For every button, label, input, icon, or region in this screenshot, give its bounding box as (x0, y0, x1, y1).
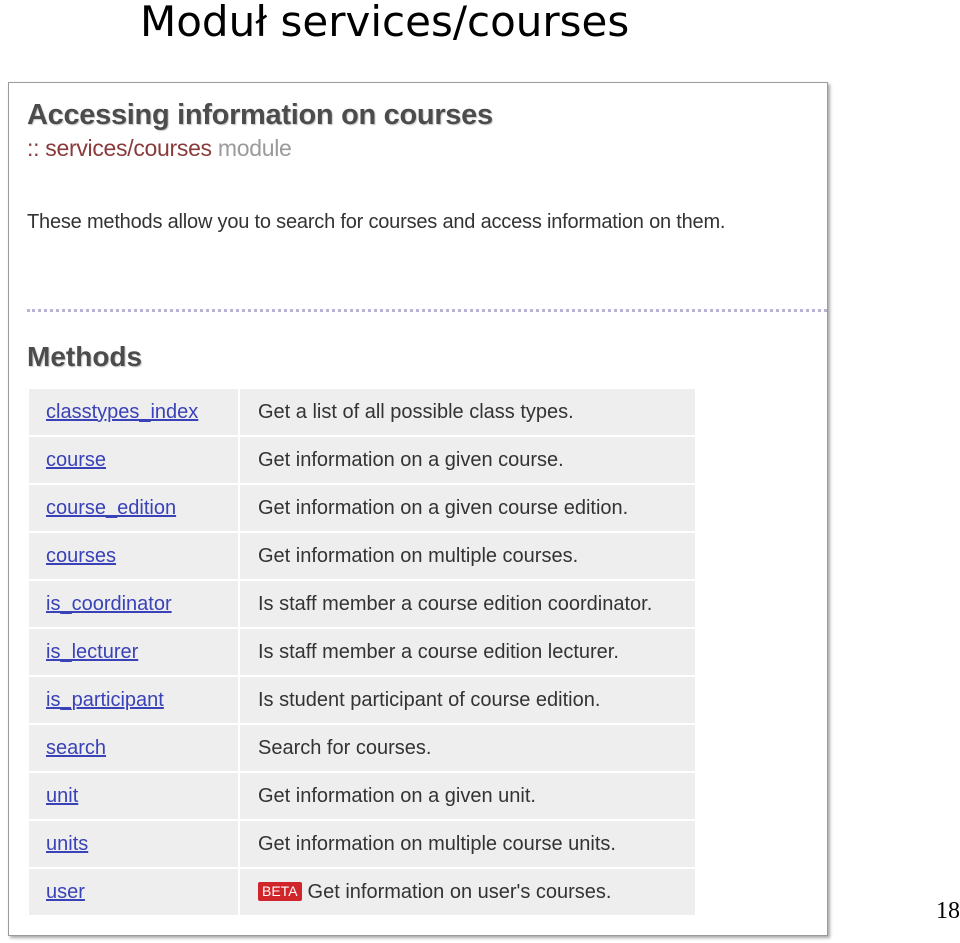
method-description: Get information on a given course edition. (258, 496, 629, 519)
method-link-search[interactable]: search (46, 736, 107, 759)
method-description-cell (239, 820, 695, 868)
section-divider (27, 309, 827, 312)
method-description-cell (239, 724, 695, 772)
page-heading: Accessing information on courses (27, 99, 493, 131)
method-name-cell (29, 580, 239, 628)
method-name-cell (29, 389, 239, 436)
module-word: module (217, 135, 292, 161)
method-name-cell (29, 676, 239, 724)
method-row (29, 532, 695, 580)
method-description: Is student participant of course edition. (258, 688, 601, 711)
api-docs-screenshot (8, 82, 828, 936)
method-name-cell (29, 868, 239, 916)
method-name-cell (29, 772, 239, 820)
method-description: Get information on user's courses. (307, 880, 612, 903)
method-description-cell (239, 484, 695, 532)
method-description: Get information on multiple courses. (258, 544, 579, 567)
method-description-cell (239, 389, 695, 436)
module-subtitle (27, 135, 292, 162)
method-row (29, 389, 695, 436)
method-description-cell (239, 628, 695, 676)
method-name-cell (29, 820, 239, 868)
method-description: Is staff member a course edition coordinator. (258, 592, 653, 615)
methods-table-body (29, 389, 695, 916)
method-description: Get information on a given course. (258, 448, 564, 471)
method-description: Get information on a given unit. (258, 784, 536, 807)
method-name-cell (29, 484, 239, 532)
method-row (29, 772, 695, 820)
page-number: 18 (936, 898, 960, 924)
method-link-user[interactable]: user (46, 880, 85, 903)
method-description-cell (239, 868, 695, 916)
method-row (29, 436, 695, 484)
method-name-cell (29, 628, 239, 676)
beta-badge: BETA (258, 882, 302, 901)
method-link-is-participant[interactable]: is_participant (46, 688, 164, 711)
module-path: services/courses (45, 135, 212, 161)
methods-table (29, 389, 695, 917)
method-row (29, 820, 695, 868)
slide-title: Moduł services/courses (140, 0, 630, 46)
method-row (29, 868, 695, 916)
method-name-cell (29, 724, 239, 772)
method-description: Get information on multiple course units. (258, 832, 616, 855)
method-description-cell (239, 676, 695, 724)
method-description-cell (239, 532, 695, 580)
method-link-units[interactable]: units (46, 832, 89, 855)
method-row (29, 628, 695, 676)
method-link-is-coordinator[interactable]: is_coordinator (46, 592, 172, 615)
method-link-courses[interactable]: courses (46, 544, 117, 567)
method-link-is-lecturer[interactable]: is_lecturer (46, 640, 139, 663)
method-description-cell (239, 580, 695, 628)
method-name-cell (29, 532, 239, 580)
method-link-classtypes-index[interactable]: classtypes_index (46, 400, 199, 423)
method-description: Search for courses. (258, 736, 432, 759)
method-link-unit[interactable]: unit (46, 784, 79, 807)
method-link-course[interactable]: course (46, 448, 107, 471)
method-description-cell (239, 772, 695, 820)
method-row (29, 580, 695, 628)
method-link-course-edition[interactable]: course_edition (46, 496, 177, 519)
method-name-cell (29, 436, 239, 484)
method-description: Is staff member a course edition lecturer. (258, 640, 619, 663)
module-description: These methods allow you to search for courses and access information on them. (27, 211, 726, 233)
method-description-cell (239, 436, 695, 484)
method-row (29, 484, 695, 532)
method-row (29, 724, 695, 772)
method-row (29, 676, 695, 724)
methods-heading: Methods (27, 341, 143, 372)
module-separator: :: (27, 135, 40, 161)
method-description: Get a list of all possible class types. (258, 400, 574, 423)
